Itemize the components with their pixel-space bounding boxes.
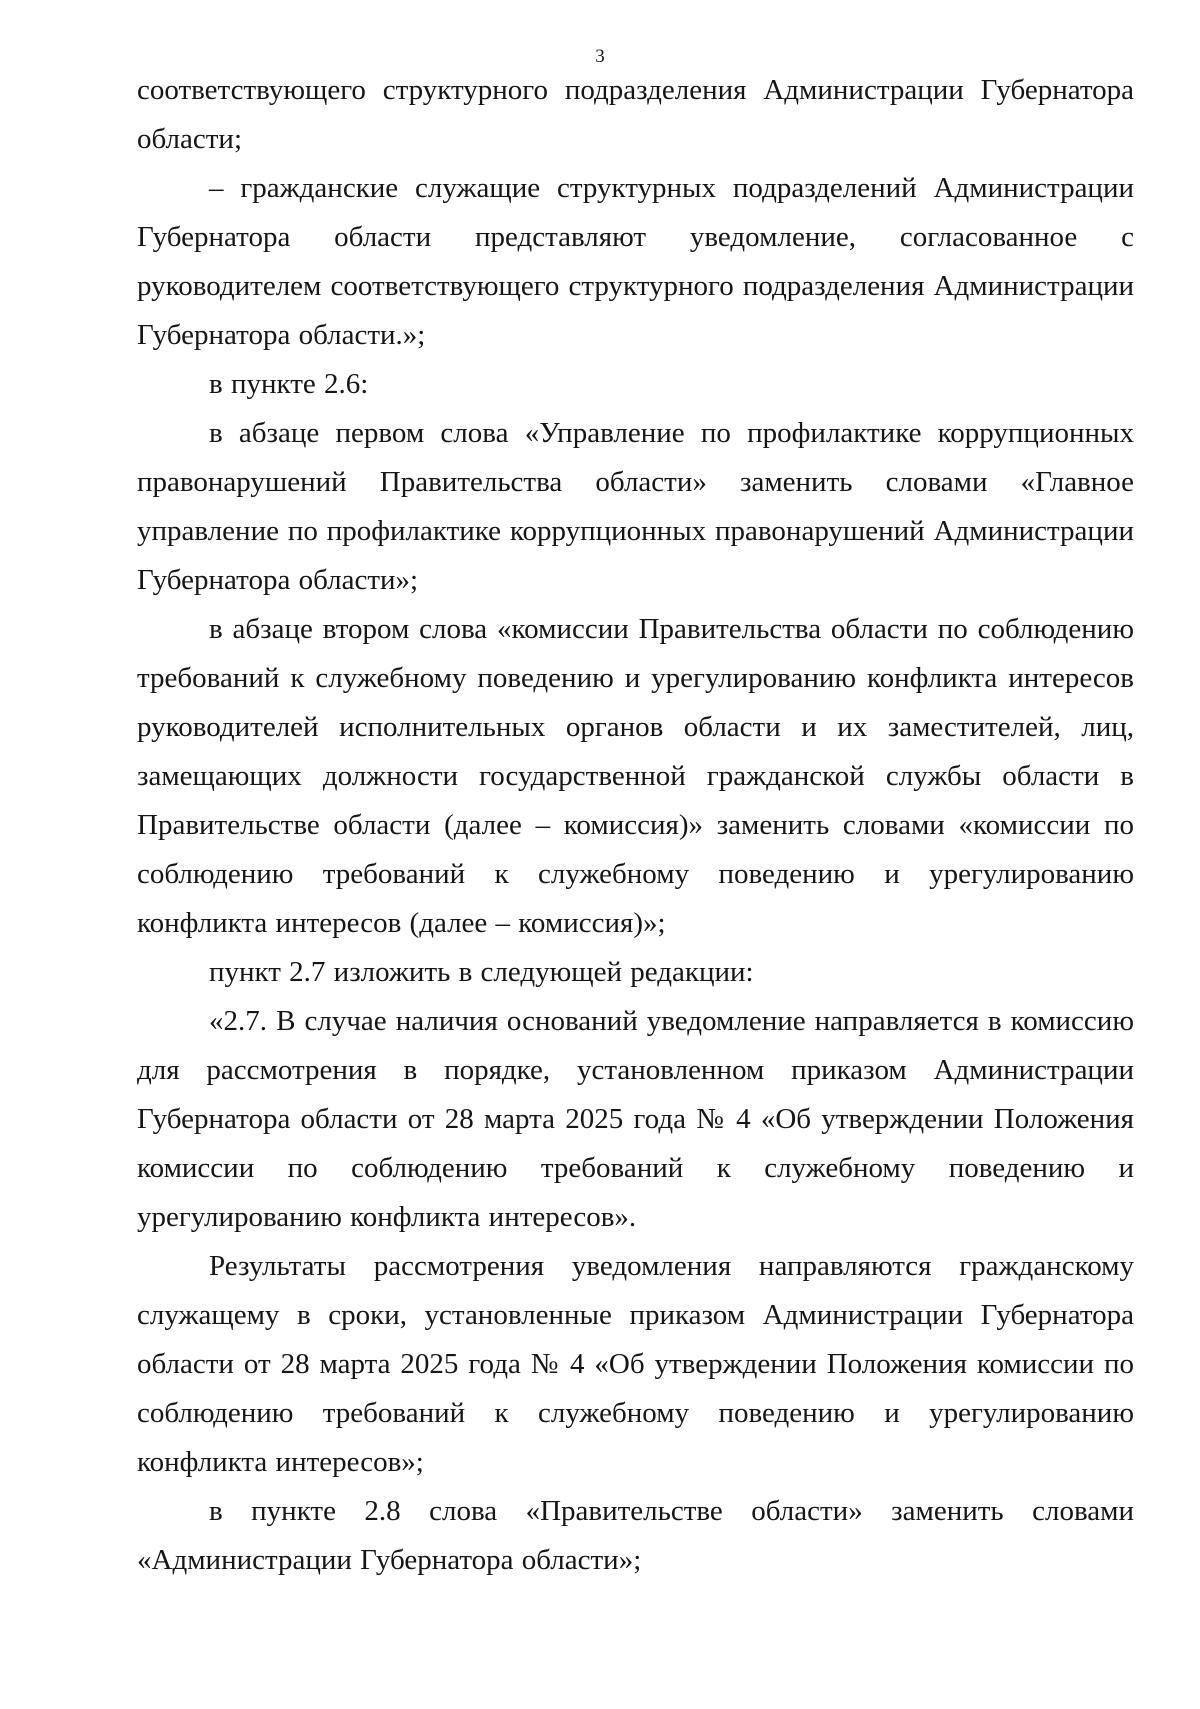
page-number: 3 (595, 46, 605, 67)
paragraph-clause-2-6-heading: в пункте 2.6: (209, 368, 369, 400)
paragraph-civil-servants-notice: – гражданские служащие структурных подразделений Администрации Губернатора области представляют уведомление, согласованное с руководителем соответствующего структурного подразделения Администрации Губернатора области.»; (137, 172, 1134, 351)
paragraph-clause-2-7-heading: пункт 2.7 изложить в следующей редакции: (209, 956, 754, 988)
paragraph-clause-2-8: в пункте 2.8 слова «Правительстве области» заменить словами «Администрации Губернатора области»; (137, 1495, 1134, 1576)
paragraph-clause-2-6-first: в абзаце первом слова «Управление по профилактике коррупционных правонарушений Правительства области» заменить словами «Главное управление по профилактике коррупционных правонарушений Администрации Губернатора области»; (137, 417, 1134, 596)
paragraph-clause-2-6-second: в абзаце втором слова «комиссии Правительства области по соблюдению требований к служебному поведению и урегулированию конфликта интересов руководителей исполнительных органов области и их заместителей, лиц, замещающих должности государственной гражданской службы области в Правительстве области (далее – комиссия)» заменить словами «комиссии по соблюдению требований к служебному поведению и урегулированию конфликта интересов (далее – комиссия)»; (137, 613, 1134, 939)
document-body (137, 66, 1134, 1585)
paragraph-clause-2-7-results: Результаты рассмотрения уведомления направляются гражданскому служащему в сроки, установленные приказом Администрации Губернатора области от 28 марта 2025 года № 4 «Об утверждении Положения комиссии по соблюдению требований к служебному поведению и урегулированию конфликта интересов»; (137, 1250, 1134, 1478)
paragraph-continuation: соответствующего структурного подразделения Администрации Губернатора области; (137, 74, 1134, 155)
paragraph-clause-2-7-text: «2.7. В случае наличия оснований уведомление направляется в комиссию для рассмотрения в порядке, установленном приказом Администрации Губернатора области от 28 марта 2025 года № 4 «Об утверждении Положения комиссии по соблюдению требований к служебному поведению и урегулированию конфликта интересов». (137, 1005, 1134, 1233)
